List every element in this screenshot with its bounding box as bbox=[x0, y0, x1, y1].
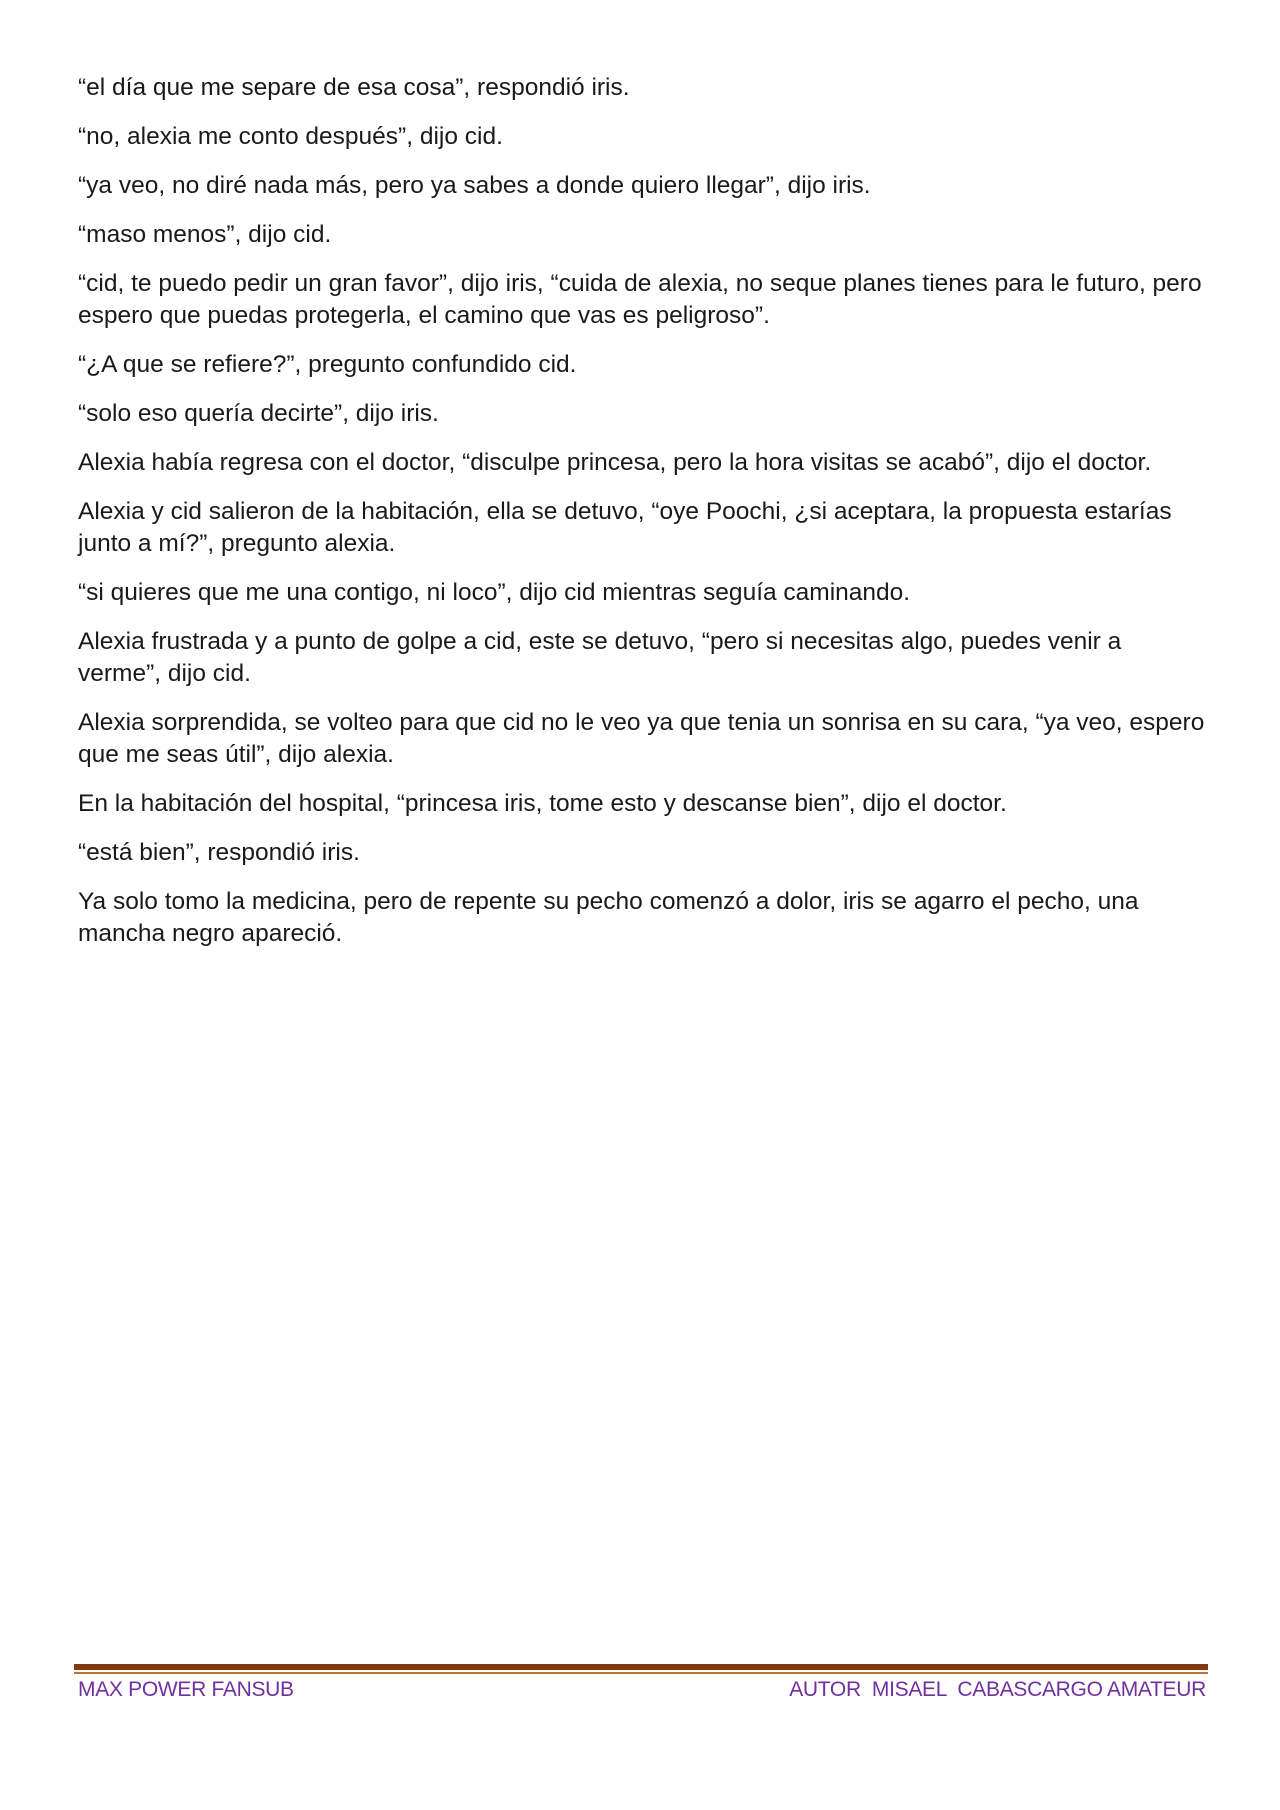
footer-author: AUTOR MISAEL CABASCARGO AMATEUR bbox=[789, 1678, 1206, 1701]
paragraph: “¿A que se refiere?”, pregunto confundido cid. bbox=[78, 351, 577, 378]
document-body bbox=[78, 72, 1206, 967]
paragraph: Alexia y cid salieron de la habitación, ella se detuvo, “oye Poochi, ¿si aceptara, la propuesta estarías junto a mí?”, pregunto alexia. bbox=[78, 498, 1172, 557]
paragraph: “no, alexia me conto después”, dijo cid. bbox=[78, 123, 503, 150]
paragraph: “solo eso quería decirte”, dijo iris. bbox=[78, 400, 439, 427]
paragraph: Alexia había regresa con el doctor, “disculpe princesa, pero la hora visitas se acabó”, dijo el doctor. bbox=[78, 449, 1152, 476]
footer-divider-thin bbox=[74, 1672, 1208, 1674]
paragraph: “cid, te puedo pedir un gran favor”, dijo iris, “cuida de alexia, no seque planes tienes para le futuro, pero espero que puedas protegerla, el camino que vas es peligroso”. bbox=[78, 270, 1202, 329]
paragraph: Ya solo tomo la medicina, pero de repente su pecho comenzó a dolor, iris se agarro el pecho, una mancha negro apareció. bbox=[78, 888, 1139, 947]
paragraph: “está bien”, respondió iris. bbox=[78, 839, 360, 866]
paragraph: “ya veo, no diré nada más, pero ya sabes a donde quiero llegar”, dijo iris. bbox=[78, 172, 871, 199]
paragraph: En la habitación del hospital, “princesa iris, tome esto y descanse bien”, dijo el doctor. bbox=[78, 790, 1007, 817]
paragraph: “maso menos”, dijo cid. bbox=[78, 221, 332, 248]
footer-publisher: MAX POWER FANSUB bbox=[78, 1678, 294, 1701]
footer-divider bbox=[74, 1664, 1208, 1674]
paragraph: Alexia frustrada y a punto de golpe a cid, este se detuvo, “pero si necesitas algo, puedes venir a verme”, dijo cid. bbox=[78, 628, 1122, 687]
paragraph: “el día que me separe de esa cosa”, respondió iris. bbox=[78, 74, 630, 101]
paragraph: “si quieres que me una contigo, ni loco”, dijo cid mientras seguía caminando. bbox=[78, 579, 911, 606]
paragraph: Alexia sorprendida, se volteo para que cid no le veo ya que tenia un sonrisa en su cara, “ya veo, espero que me seas útil”, dijo alexia. bbox=[78, 709, 1205, 768]
